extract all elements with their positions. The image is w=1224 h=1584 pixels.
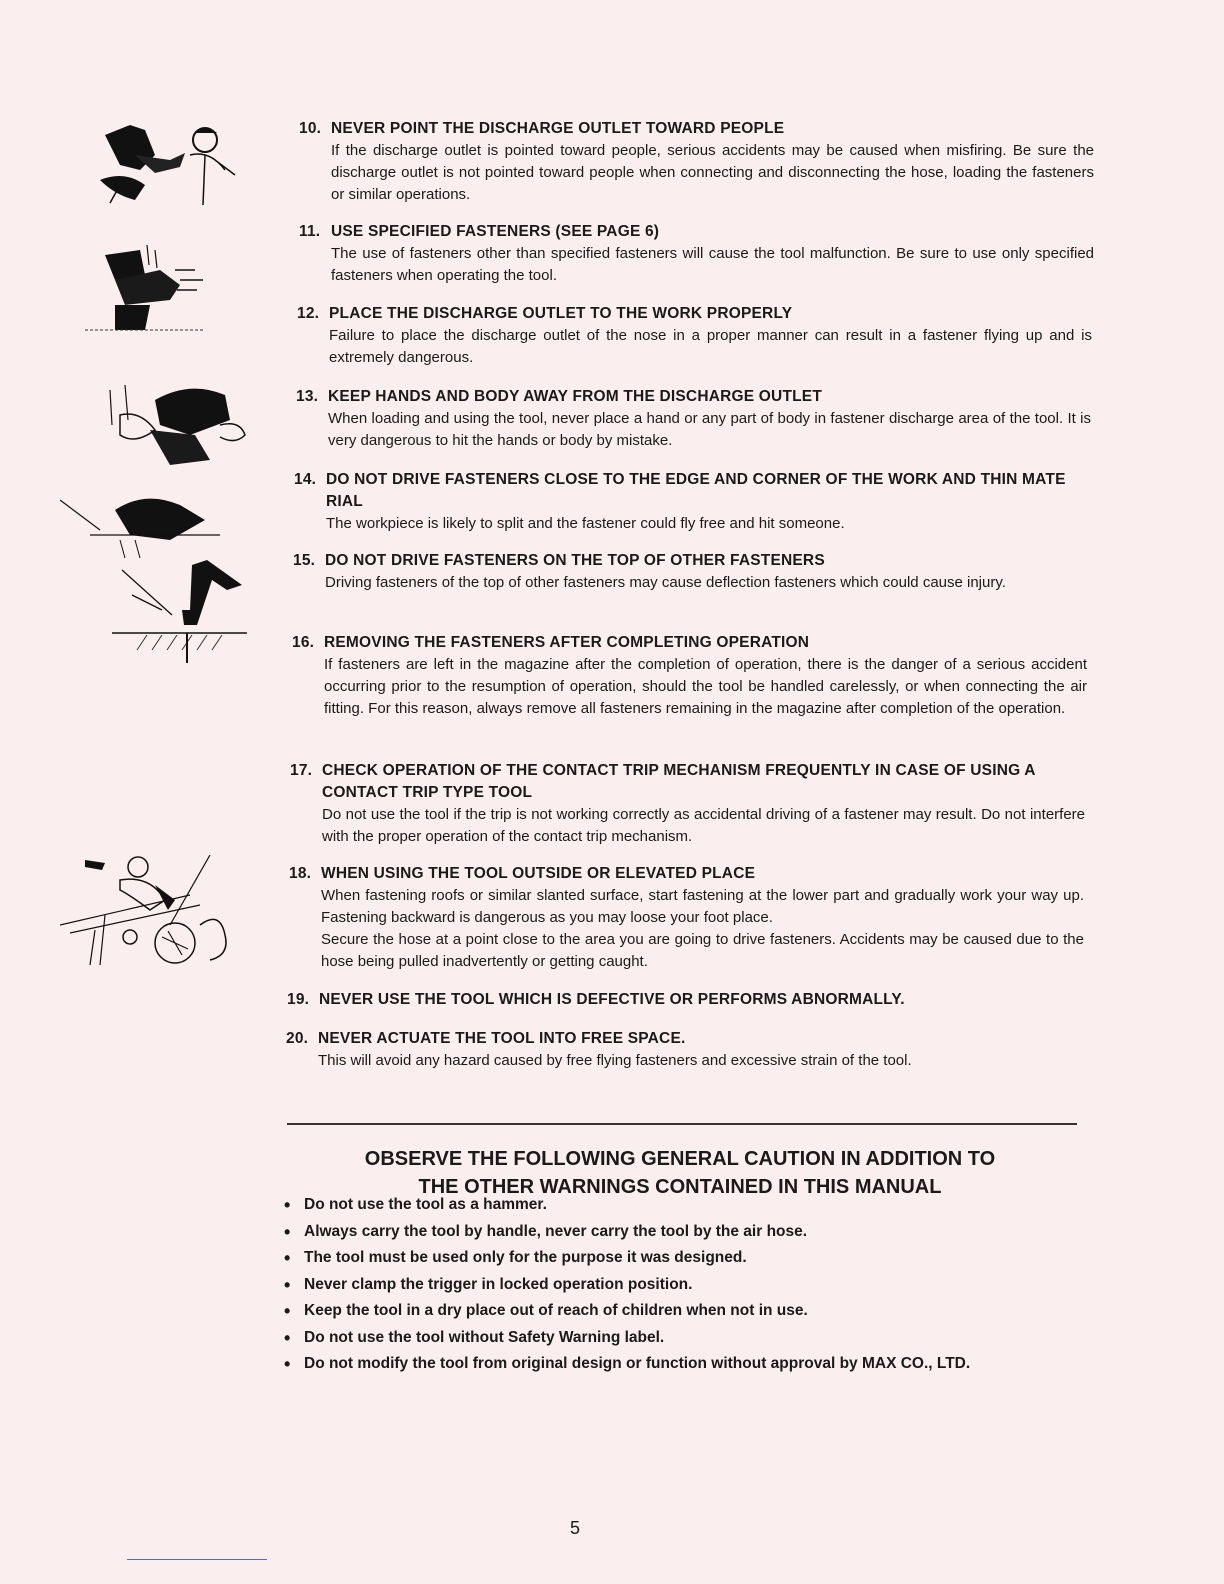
caution-item: [284, 1272, 1084, 1299]
illustration-worker-pointing-tool: [85, 115, 245, 215]
illustration-tool-with-fasteners: [85, 240, 210, 340]
caution-item: [284, 1325, 1084, 1352]
caution-item-text: Always carry the tool by handle, never carry the tool by the air hose.: [304, 1222, 808, 1240]
warning-text: If the discharge outlet is pointed toward people, serious accidents may be caused when misfiring. Be sure the discharge outlet is not pointed toward people when connecting and disconnecting the hose, loading the fasteners or similar operations.: [331, 142, 1094, 203]
warning-text: Secure the hose at a point close to the area you are going to drive fasteners. Accidents may be caused due to the hose being pulled inadvertently or getting caught.: [321, 931, 1084, 970]
illustration-hands-near-outlet: [100, 375, 250, 485]
caution-heading-line: THE OTHER WARNINGS CONTAINED IN THIS MANUAL: [418, 1176, 942, 1198]
bullet-icon: •: [284, 1221, 291, 1242]
warning-text: This will avoid any hazard caused by free flying fasteners and excessive strain of the tool.: [318, 1052, 912, 1069]
bullet-icon: •: [284, 1327, 291, 1348]
warning-number: 11.: [299, 223, 321, 240]
caution-item: [284, 1298, 1084, 1325]
page-number: 5: [569, 1518, 580, 1538]
caution-list: [284, 1192, 1084, 1378]
warning-item-11: [299, 221, 1094, 287]
warning-number: 14.: [294, 471, 317, 488]
warning-title: NEVER USE THE TOOL WHICH IS DEFECTIVE OR PERFORMS ABNORMALLY.: [319, 991, 905, 1008]
caution-item: [284, 1192, 1084, 1219]
warning-item-16: [292, 632, 1087, 720]
warning-item-10: [299, 118, 1094, 206]
caution-heading-line: OBSERVE THE FOLLOWING GENERAL CAUTION IN ADDITION TO: [364, 1148, 996, 1170]
warning-number: 12.: [297, 305, 320, 322]
warning-text: Failure to place the discharge outlet of the nose in a proper manner can result in a fastener flying up and is extremely dangerous.: [329, 327, 1092, 366]
warning-title: KEEP HANDS AND BODY AWAY FROM THE DISCHARGE OUTLET: [328, 388, 822, 405]
warning-item-14: [294, 469, 1089, 535]
bullet-icon: •: [284, 1195, 291, 1215]
section-divider: [287, 1123, 1077, 1125]
bullet-icon: •: [284, 1274, 291, 1295]
warning-text: Driving fasteners of the top of other fasteners may cause deflection fasteners which could cause injury.: [325, 574, 1006, 591]
illustration-nailing-edge: [60, 480, 230, 560]
warning-number: 10.: [299, 120, 322, 137]
warning-text: When fastening roofs or similar slanted surface, start fastening at the lower part and gradually work your way up. Fastening backward is dangerous as you may loose your foot place.: [321, 887, 1084, 926]
caution-item-text: Never clamp the trigger in locked operation position.: [304, 1275, 693, 1293]
caution-item: [284, 1219, 1084, 1246]
caution-item-text: The tool must be used only for the purpose it was designed.: [304, 1249, 747, 1266]
warning-item-19: [287, 989, 1082, 1011]
warning-number: 19.: [287, 991, 310, 1008]
warning-title: USE SPECIFIED FASTENERS (SEE PAGE 6): [331, 223, 660, 240]
warning-number: 13.: [296, 388, 319, 405]
warning-item-12: [297, 303, 1092, 369]
warning-title: NEVER ACTUATE THE TOOL INTO FREE SPACE.: [318, 1030, 686, 1047]
warning-title: DO NOT DRIVE FASTENERS ON THE TOP OF OTHER FASTENERS: [325, 552, 825, 569]
warning-text: Do not use the tool if the trip is not working correctly as accidental driving of a fastener may result. Do not interfere with the proper operation of the contact trip mechanism.: [322, 806, 1085, 845]
caution-item-text: Do not use the tool as a hammer.: [304, 1196, 547, 1213]
warning-number: 18.: [289, 865, 312, 882]
bullet-icon: •: [284, 1301, 291, 1321]
warning-number: 20.: [286, 1030, 309, 1047]
warning-number: 16.: [292, 634, 315, 651]
warning-number: 15.: [293, 552, 316, 569]
warning-title: WHEN USING THE TOOL OUTSIDE OR ELEVATED PLACE: [321, 865, 756, 882]
caution-item: [284, 1351, 1084, 1378]
warning-item-13: [296, 386, 1091, 452]
bullet-icon: •: [284, 1248, 291, 1268]
warning-text: When loading and using the tool, never place a hand or any part of body in fastener discharge area of the tool. It is very dangerous to hit the hands or body by mistake.: [328, 410, 1091, 449]
warning-title: NEVER POINT THE DISCHARGE OUTLET TOWARD PEOPLE: [331, 120, 785, 137]
warning-number: 17.: [290, 762, 313, 779]
footer-line: [127, 1559, 267, 1560]
warning-title: PLACE THE DISCHARGE OUTLET TO THE WORK PROPERLY: [329, 305, 793, 322]
warning-text: The workpiece is likely to split and the fastener could fly free and hit someone.: [326, 515, 845, 532]
illustration-elevated-worker: [60, 855, 250, 975]
warning-title: DO NOT DRIVE FASTENERS CLOSE TO THE EDGE AND CORNER OF THE WORK AND THIN MATE RIAL: [326, 471, 1066, 510]
warning-item-17: [290, 760, 1085, 848]
warning-title: REMOVING THE FASTENERS AFTER COMPLETING OPERATION: [324, 634, 810, 651]
warning-item-15: [293, 550, 1088, 594]
warning-item-18: [289, 863, 1084, 973]
caution-item: [284, 1245, 1084, 1272]
caution-item-text: Keep the tool in a dry place out of reach of children when not in use.: [304, 1302, 808, 1319]
warning-title: CHECK OPERATION OF THE CONTACT TRIP MECHANISM FREQUENTLY IN CASE OF USING A CONTACT TRIP TYPE TOOL: [322, 762, 1036, 801]
caution-item-text: Do not modify the tool from original design or function without approval by MAX CO., LTD.: [304, 1355, 971, 1372]
caution-item-text: Do not use the tool without Safety Warning label.: [304, 1328, 665, 1346]
warning-text: The use of fasteners other than specified fasteners will cause the tool malfunction. Be sure to use only specified fasteners when operating the tool.: [331, 245, 1094, 284]
warning-text: If fasteners are left in the magazine after the completion of operation, there is the danger of a serious accident occurring prior to the resumption of operation, should the tool be handled carelessly, or when connecting the air fitting. For this reason, always remove all fasteners remaining in the magazine after completion of the operation.: [324, 656, 1087, 717]
warning-item-20: [286, 1028, 1081, 1072]
illustration-nail-over-nail: [112, 555, 252, 665]
bullet-icon: •: [284, 1354, 291, 1374]
